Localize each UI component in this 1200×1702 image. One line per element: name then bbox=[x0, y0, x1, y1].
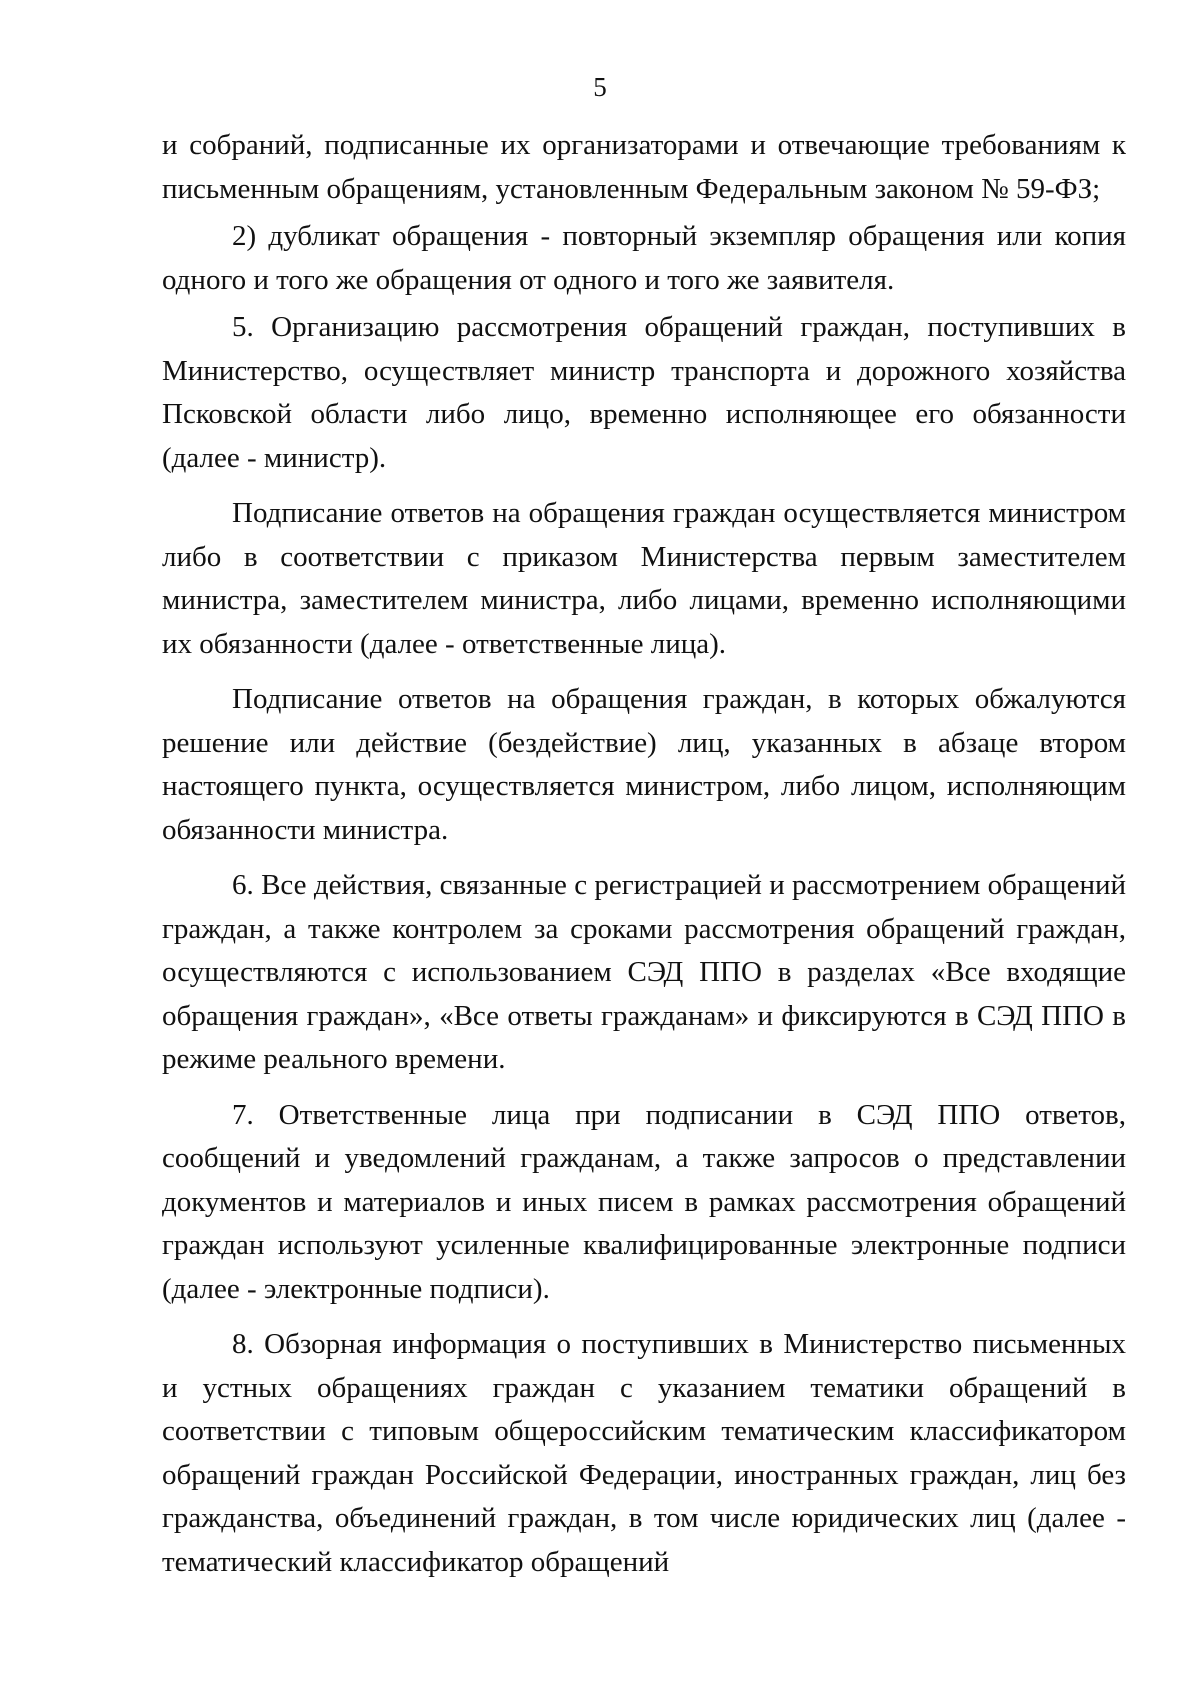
paragraph-item-7: 7. Ответственные лица при подписании в СЭД ППО ответов, сообщений и уведомлений гражданам, а также запросов о представлении документов и материалов и иных писем в рамках рассмотрения обращений граждан используют усиленные квалифицированные электронные подписи (далее - электронные подписи). bbox=[162, 1098, 1126, 1305]
paragraph-signing-appeals: Подписание ответов на обращения граждан, в которых обжалуются решение или действие (бездействие) лиц, указанных в абзаце втором настоящего пункта, осуществляется министром, либо лицом, исполняющим обязанности министра. bbox=[162, 683, 1126, 846]
paragraph-continuation: и собраний, подписанные их организаторами и отвечающие требованиям к письменным обращениям, установленным Федеральным законом № 59-ФЗ; bbox=[162, 129, 1126, 205]
document-body bbox=[162, 124, 1126, 1584]
paragraph-item-6: 6. Все действия, связанные с регистрацией и рассмотрением обращений граждан, а также контролем за сроками рассмотрения обращений граждан, осуществляются с использованием СЭД ППО в разделах «Все входящие обращения граждан», «Все ответы гражданам» и фиксируются в СЭД ППО в режиме реального времени. bbox=[162, 869, 1126, 1075]
page-number: 5 bbox=[593, 72, 607, 102]
paragraph-signing-answers: Подписание ответов на обращения граждан осуществляется министром либо в соответствии с приказом Министерства первым заместителем министра, заместителем министра, либо лицами, временно исполняющими их обязанности (далее - ответственные лица). bbox=[162, 497, 1126, 660]
paragraph-duplicate-definition: 2) дубликат обращения - повторный экземпляр обращения или копия одного и того же обращения от одного и того же заявителя. bbox=[162, 220, 1126, 296]
paragraph-item-5: 5. Организацию рассмотрения обращений граждан, поступивших в Министерство, осуществляет министр транспорта и дорожного хозяйства Псковской области либо лицо, временно исполняющее его обязанности (далее - министр). bbox=[162, 311, 1126, 474]
paragraph-item-8: 8. Обзорная информация о поступивших в Министерство письменных и устных обращениях граждан с указанием тематики обращений в соответствии с типовым общероссийским тематическим классификатором обращений граждан Российской Федерации, иностранных граждан, лиц без гражданства, объединений граждан, в том числе юридических лиц (далее - тематический классификатор обращений bbox=[162, 1328, 1126, 1578]
